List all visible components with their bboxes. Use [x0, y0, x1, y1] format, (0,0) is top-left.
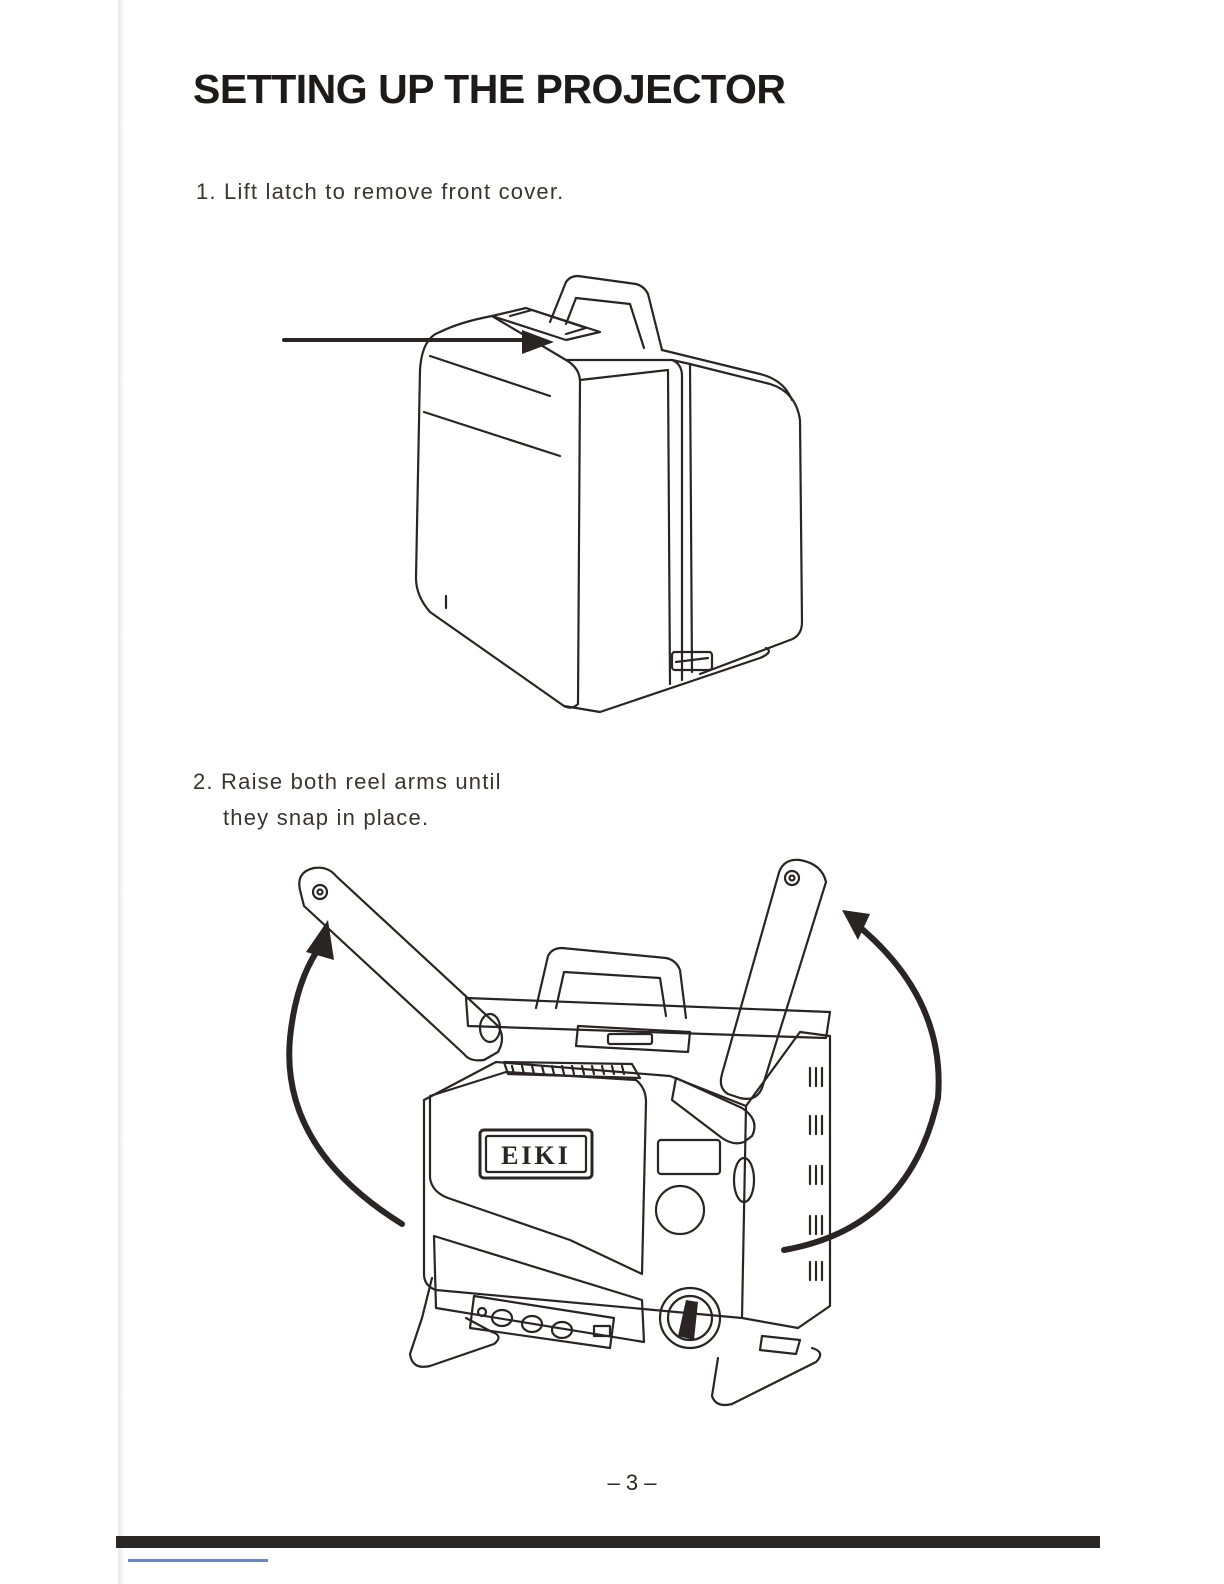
- right-raise-arrow: [784, 924, 939, 1250]
- page-title: SETTING UP THE PROJECTOR: [193, 66, 786, 112]
- left-arrowhead: [306, 920, 334, 960]
- step-1-line-1: 1. Lift latch to remove front cover.: [196, 179, 565, 204]
- right-foot: [712, 1348, 820, 1405]
- projector-body: [424, 1062, 746, 1318]
- page-bottom-edge: [116, 1536, 1100, 1548]
- page-bottom-tab: [128, 1559, 268, 1562]
- brand-badge-text: EIKI: [501, 1141, 571, 1170]
- projector-handle: [536, 948, 686, 1018]
- page-number: – 3 –: [607, 1470, 657, 1495]
- left-reel-arm: [299, 868, 502, 1061]
- step-2-line-1: 2. Raise both reel arms until: [193, 769, 502, 794]
- closed-case-illustration: [270, 260, 830, 720]
- page-spine-shadow: [118, 0, 124, 1584]
- projector-reel-arms-illustration: [270, 848, 960, 1420]
- case-body: [690, 364, 802, 674]
- step-2-line-2: they snap in place.: [223, 805, 430, 830]
- step-1-text: [196, 174, 564, 210]
- step-2-text: [193, 764, 502, 836]
- left-raise-arrow: [289, 944, 402, 1224]
- right-reel-arm: [721, 860, 826, 1099]
- front-cover: [416, 316, 580, 708]
